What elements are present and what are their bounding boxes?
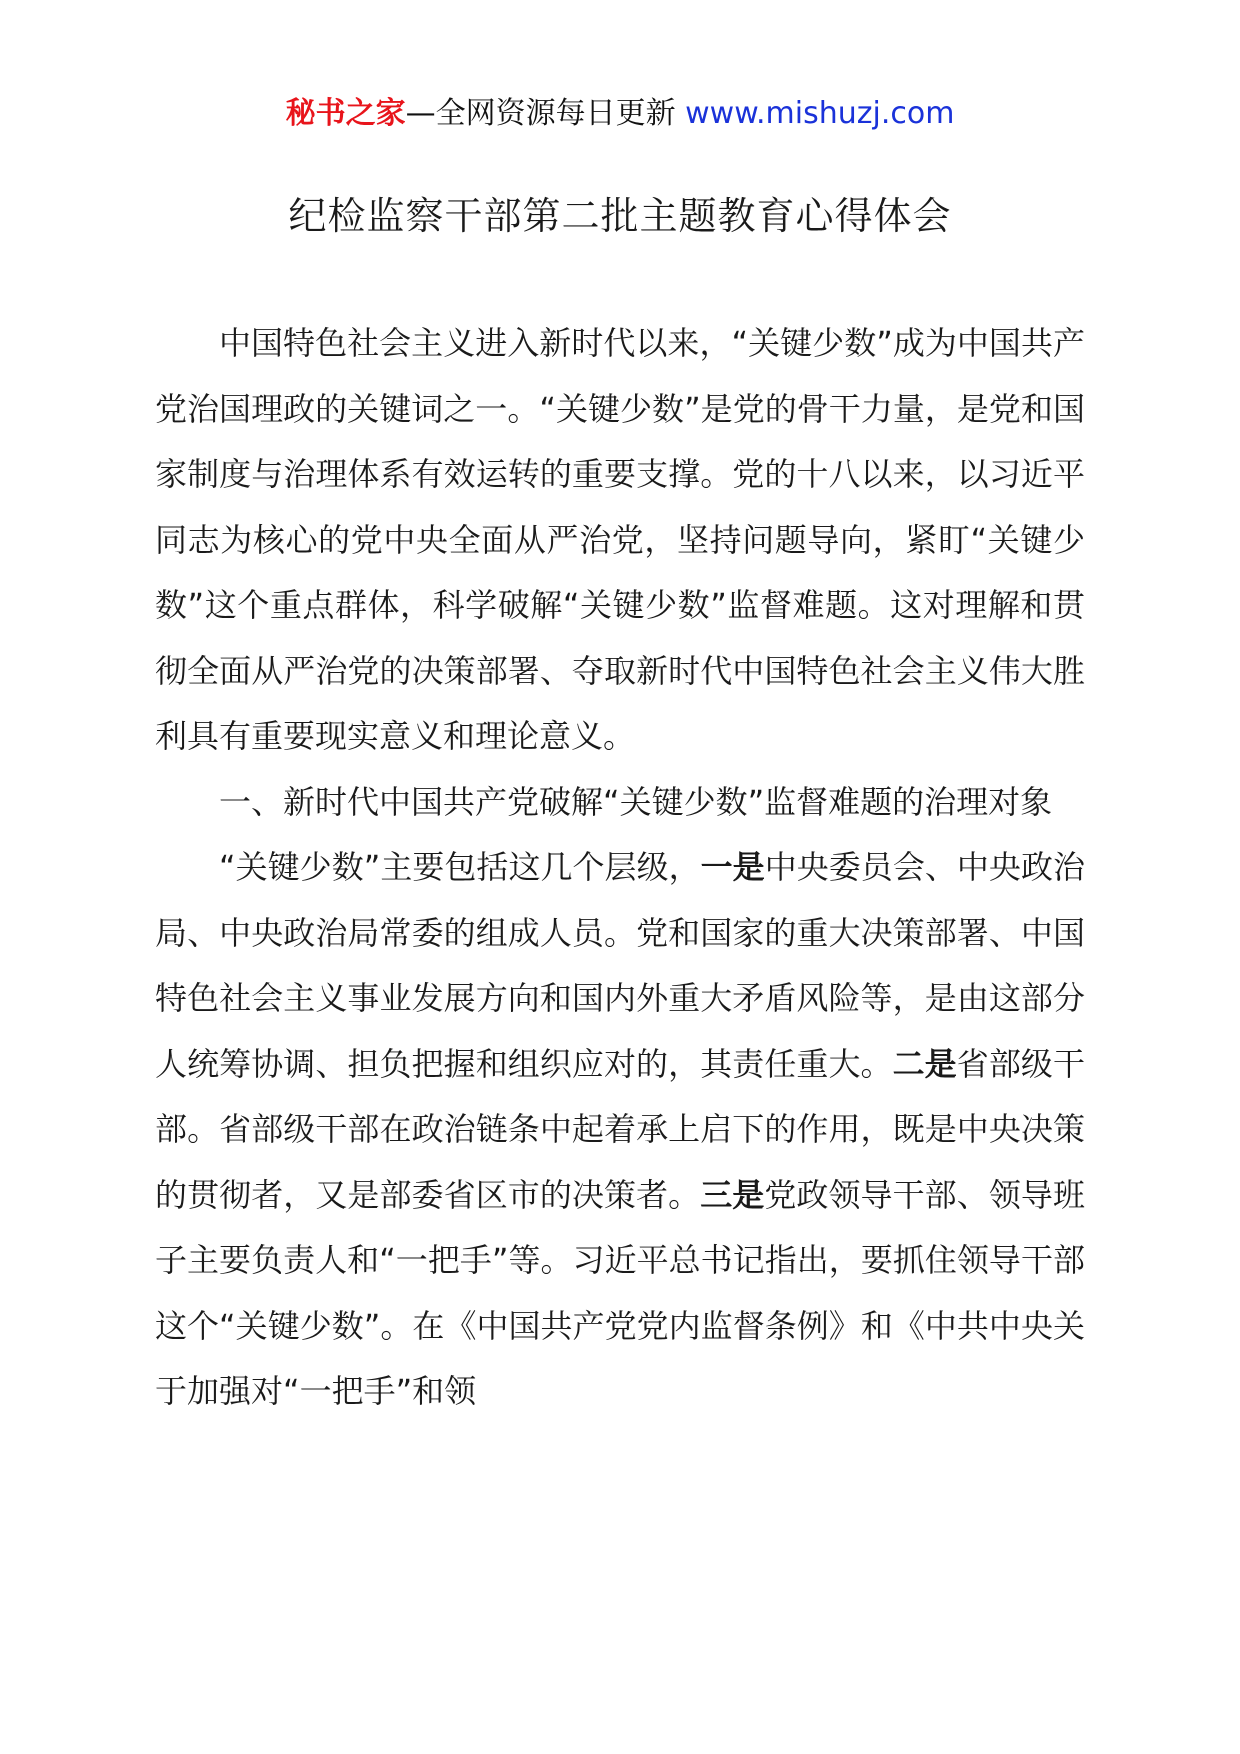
document-title: 纪检监察干部第二批主题教育心得体会 (288, 194, 952, 238)
section-heading: 一、新时代中国共产党破解“关键少数”监督难题的治理对象 (219, 782, 1053, 821)
site-header (0, 94, 1240, 134)
text-run: “关键少数”主要包括这几个层级， (219, 848, 701, 886)
emphasis-first: 一是 (700, 848, 765, 886)
emphasis-second: 二是 (892, 1044, 957, 1083)
site-url-link[interactable]: www.mishuzj.com (685, 96, 955, 131)
site-brand: 秘书之家 (285, 96, 406, 131)
text-run: 省部级干部。省部级干部在政治链条中起着承上启下的作用，既是中央决策的贯彻者，又是部委省区市的决策者。 (155, 1044, 1085, 1214)
text-run: 中央委员会、中央政治局、中央政治局常委的组成人员。党和国家的重大决策部署、中国特色社会主义事业发展方向和国内外重大矛盾风险等，是由这部分人统筹协调、担负把握和组织应对的，其责任重大。 (155, 848, 1085, 1083)
emphasis-third: 三是 (700, 1175, 765, 1214)
document-body (155, 311, 1085, 1425)
paragraph-intro: 中国特色社会主义进入新时代以来，“关键少数”成为中国共产党治国理政的关键词之一。“关键少数”是党的骨干力量，是党和国家制度与治理体系有效运转的重要支撑。党的十八以来，以习近平同志为核心的党中央全面从严治党，坚持问题导向，紧盯“关键少数”这个重点群体，科学破解“关键少数”监督难题。这对理解和贯彻全面从严治党的决策部署、夺取新时代中国特色社会主义伟大胜利具有重要现实意义和理论意义。 (155, 324, 1085, 755)
site-tagline: —全网资源每日更新 (405, 96, 676, 131)
paragraph-levels (155, 835, 1085, 1425)
text-run: 党政领导干部、领导班子主要负责人和“一把手”等。习近平总书记指出，要抓住领导干部这个“关键少数”。在《中国共产党党内监督条例》和《中共中央关于加强对“一把手”和领 (155, 1175, 1085, 1410)
